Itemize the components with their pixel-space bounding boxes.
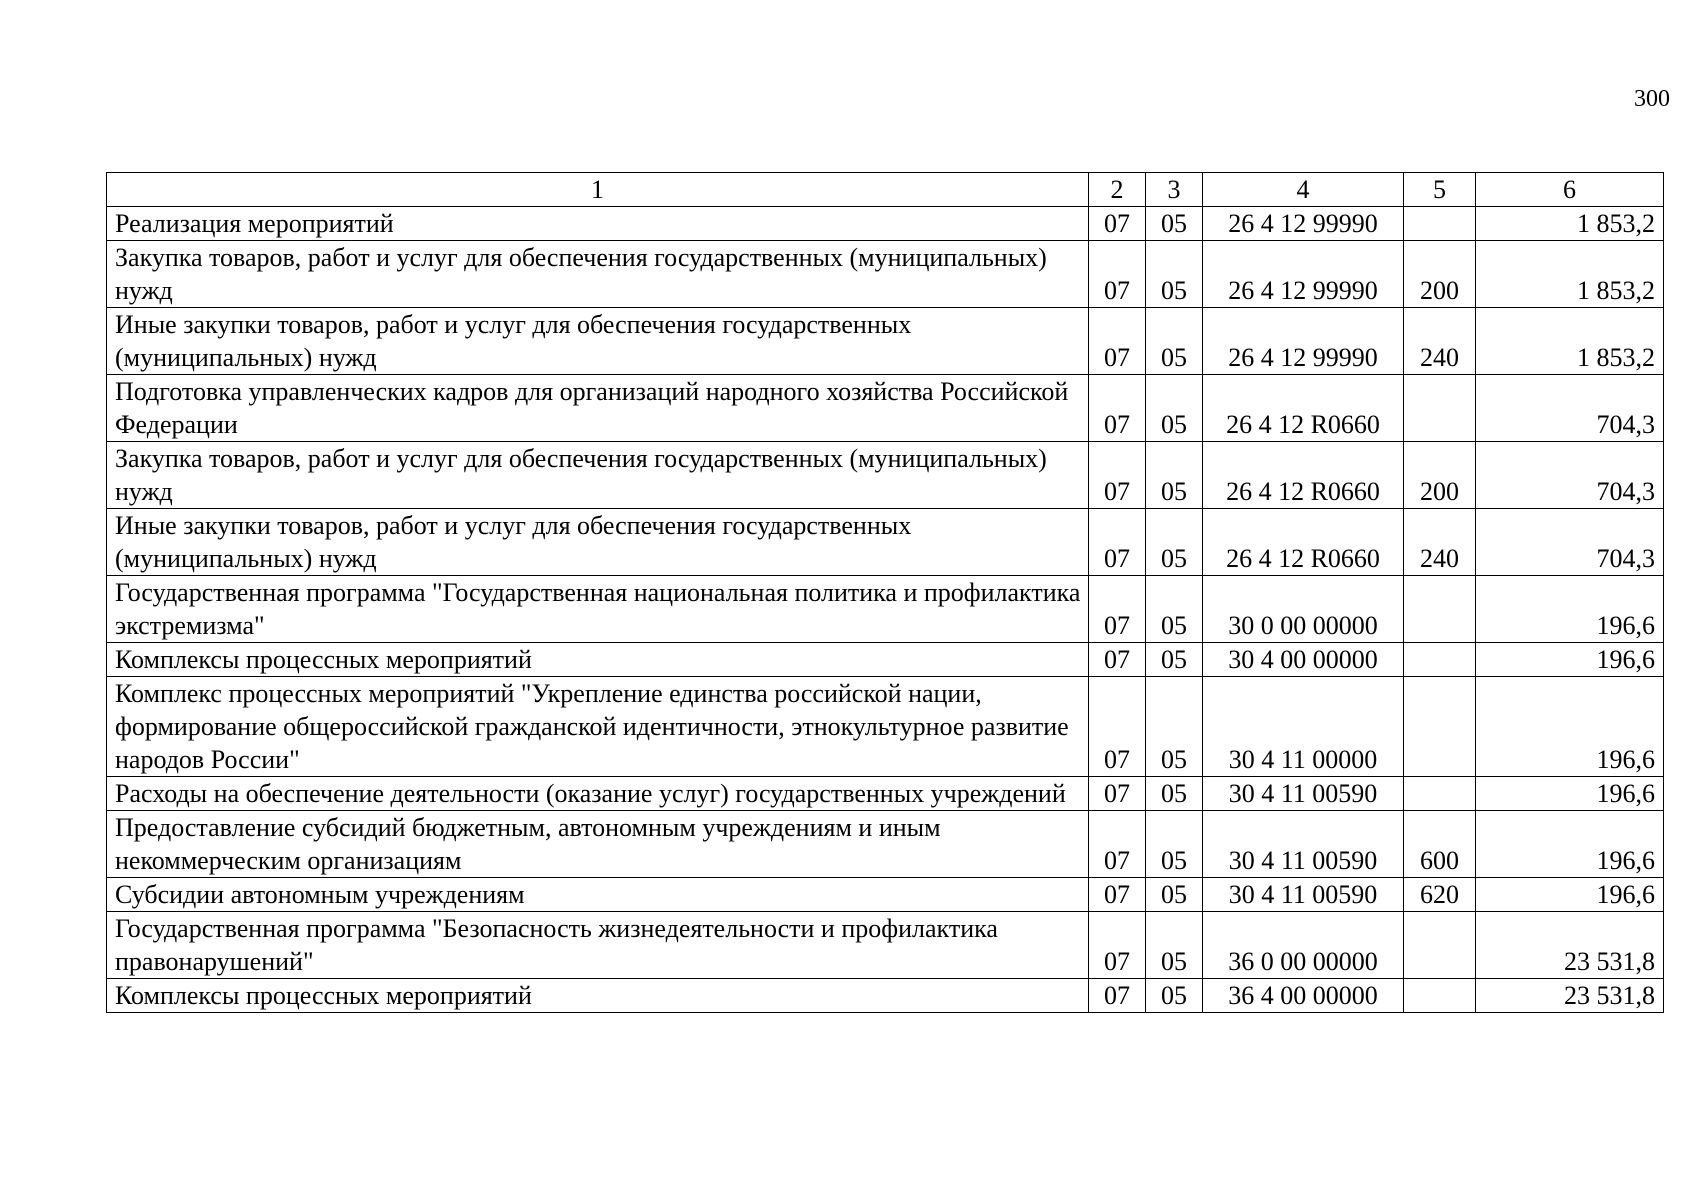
row-expense-type-cell: 240 xyxy=(1404,509,1476,576)
row-amount-cell: 196,6 xyxy=(1476,677,1664,777)
row-section-cell: 07 xyxy=(1089,677,1146,777)
row-section-cell: 07 xyxy=(1089,643,1146,677)
page-number: 300 xyxy=(1634,86,1670,112)
row-section-cell: 07 xyxy=(1089,576,1146,643)
row-target-code-cell: 30 4 11 00590 xyxy=(1203,811,1404,878)
table-body xyxy=(107,207,1664,1013)
row-section-cell: 07 xyxy=(1089,878,1146,912)
row-subsection-cell: 05 xyxy=(1146,979,1203,1013)
row-section-cell: 07 xyxy=(1089,308,1146,375)
row-expense-type-cell: 600 xyxy=(1404,811,1476,878)
row-target-code-cell: 30 4 00 00000 xyxy=(1203,643,1404,677)
row-section-cell: 07 xyxy=(1089,207,1146,241)
table-row xyxy=(107,979,1664,1013)
row-name-cell: Комплексы процессных мероприятий xyxy=(107,979,1089,1013)
budget-table xyxy=(106,172,1664,1013)
row-target-code-cell: 30 0 00 00000 xyxy=(1203,576,1404,643)
row-expense-type-cell xyxy=(1404,643,1476,677)
row-expense-type-cell xyxy=(1404,912,1476,979)
row-expense-type-cell xyxy=(1404,979,1476,1013)
row-section-cell: 07 xyxy=(1089,979,1146,1013)
row-expense-type-cell xyxy=(1404,207,1476,241)
row-amount-cell: 196,6 xyxy=(1476,811,1664,878)
row-subsection-cell: 05 xyxy=(1146,375,1203,442)
row-name-cell: Расходы на обеспечение деятельности (оказание услуг) государственных учреждений xyxy=(107,777,1089,811)
row-subsection-cell: 05 xyxy=(1146,912,1203,979)
column-header-3: 3 xyxy=(1146,173,1203,207)
row-amount-cell: 1 853,2 xyxy=(1476,207,1664,241)
table-row xyxy=(107,207,1664,241)
table-row xyxy=(107,643,1664,677)
row-target-code-cell: 26 4 12 R0660 xyxy=(1203,442,1404,509)
column-header-2: 2 xyxy=(1089,173,1146,207)
row-amount-cell: 196,6 xyxy=(1476,777,1664,811)
row-name-cell: Комплексы процессных мероприятий xyxy=(107,643,1089,677)
row-name-cell: Государственная программа "Безопасность жизнедеятельности и профилактика правонарушений" xyxy=(107,912,1089,979)
row-amount-cell: 1 853,2 xyxy=(1476,241,1664,308)
row-section-cell: 07 xyxy=(1089,912,1146,979)
row-target-code-cell: 26 4 12 R0660 xyxy=(1203,509,1404,576)
row-amount-cell: 704,3 xyxy=(1476,375,1664,442)
row-amount-cell: 196,6 xyxy=(1476,576,1664,643)
row-target-code-cell: 30 4 11 00590 xyxy=(1203,777,1404,811)
row-subsection-cell: 05 xyxy=(1146,509,1203,576)
row-target-code-cell: 36 0 00 00000 xyxy=(1203,912,1404,979)
row-name-cell: Иные закупки товаров, работ и услуг для обеспечения государственных (муниципальных) нужд xyxy=(107,308,1089,375)
table-row xyxy=(107,576,1664,643)
row-amount-cell: 23 531,8 xyxy=(1476,912,1664,979)
row-section-cell: 07 xyxy=(1089,811,1146,878)
row-subsection-cell: 05 xyxy=(1146,308,1203,375)
row-target-code-cell: 36 4 00 00000 xyxy=(1203,979,1404,1013)
row-subsection-cell: 05 xyxy=(1146,677,1203,777)
row-name-cell: Предоставление субсидий бюджетным, автономным учреждениям и иным некоммерческим организациям xyxy=(107,811,1089,878)
row-name-cell: Закупка товаров, работ и услуг для обеспечения государственных (муниципальных) нужд xyxy=(107,442,1089,509)
row-target-code-cell: 26 4 12 99990 xyxy=(1203,207,1404,241)
row-expense-type-cell: 240 xyxy=(1404,308,1476,375)
table-header-row xyxy=(107,173,1664,207)
row-name-cell: Иные закупки товаров, работ и услуг для обеспечения государственных (муниципальных) нужд xyxy=(107,509,1089,576)
table-row xyxy=(107,375,1664,442)
row-target-code-cell: 26 4 12 99990 xyxy=(1203,241,1404,308)
row-subsection-cell: 05 xyxy=(1146,777,1203,811)
row-subsection-cell: 05 xyxy=(1146,576,1203,643)
row-expense-type-cell xyxy=(1404,375,1476,442)
row-target-code-cell: 30 4 11 00590 xyxy=(1203,878,1404,912)
row-expense-type-cell: 200 xyxy=(1404,241,1476,308)
row-subsection-cell: 05 xyxy=(1146,442,1203,509)
row-target-code-cell: 26 4 12 99990 xyxy=(1203,308,1404,375)
row-subsection-cell: 05 xyxy=(1146,811,1203,878)
row-target-code-cell: 30 4 11 00000 xyxy=(1203,677,1404,777)
row-amount-cell: 1 853,2 xyxy=(1476,308,1664,375)
row-subsection-cell: 05 xyxy=(1146,643,1203,677)
table-row xyxy=(107,878,1664,912)
row-expense-type-cell: 620 xyxy=(1404,878,1476,912)
table-row xyxy=(107,442,1664,509)
row-section-cell: 07 xyxy=(1089,241,1146,308)
table-row xyxy=(107,509,1664,576)
row-expense-type-cell xyxy=(1404,677,1476,777)
row-section-cell: 07 xyxy=(1089,375,1146,442)
row-subsection-cell: 05 xyxy=(1146,878,1203,912)
row-name-cell: Государственная программа "Государственная национальная политика и профилактика экстремизма" xyxy=(107,576,1089,643)
row-name-cell: Субсидии автономным учреждениям xyxy=(107,878,1089,912)
row-expense-type-cell xyxy=(1404,777,1476,811)
column-header-4: 4 xyxy=(1203,173,1404,207)
table-row xyxy=(107,811,1664,878)
row-section-cell: 07 xyxy=(1089,442,1146,509)
row-amount-cell: 704,3 xyxy=(1476,442,1664,509)
table-row xyxy=(107,308,1664,375)
row-name-cell: Комплекс процессных мероприятий "Укрепление единства российской нации, формирование общероссийской гражданской идентичности, этнокультурное развитие народов России" xyxy=(107,677,1089,777)
column-header-6: 6 xyxy=(1476,173,1664,207)
row-section-cell: 07 xyxy=(1089,777,1146,811)
row-name-cell: Подготовка управленческих кадров для организаций народного хозяйства Российской Федерации xyxy=(107,375,1089,442)
table-row xyxy=(107,777,1664,811)
row-amount-cell: 196,6 xyxy=(1476,878,1664,912)
column-header-1: 1 xyxy=(107,173,1089,207)
row-expense-type-cell xyxy=(1404,576,1476,643)
row-name-cell: Закупка товаров, работ и услуг для обеспечения государственных (муниципальных) нужд xyxy=(107,241,1089,308)
row-expense-type-cell: 200 xyxy=(1404,442,1476,509)
row-subsection-cell: 05 xyxy=(1146,241,1203,308)
row-name-cell: Реализация мероприятий xyxy=(107,207,1089,241)
table-row xyxy=(107,241,1664,308)
row-subsection-cell: 05 xyxy=(1146,207,1203,241)
row-target-code-cell: 26 4 12 R0660 xyxy=(1203,375,1404,442)
row-amount-cell: 196,6 xyxy=(1476,643,1664,677)
table-row xyxy=(107,677,1664,777)
row-amount-cell: 704,3 xyxy=(1476,509,1664,576)
table-row xyxy=(107,912,1664,979)
column-header-5: 5 xyxy=(1404,173,1476,207)
row-section-cell: 07 xyxy=(1089,509,1146,576)
row-amount-cell: 23 531,8 xyxy=(1476,979,1664,1013)
